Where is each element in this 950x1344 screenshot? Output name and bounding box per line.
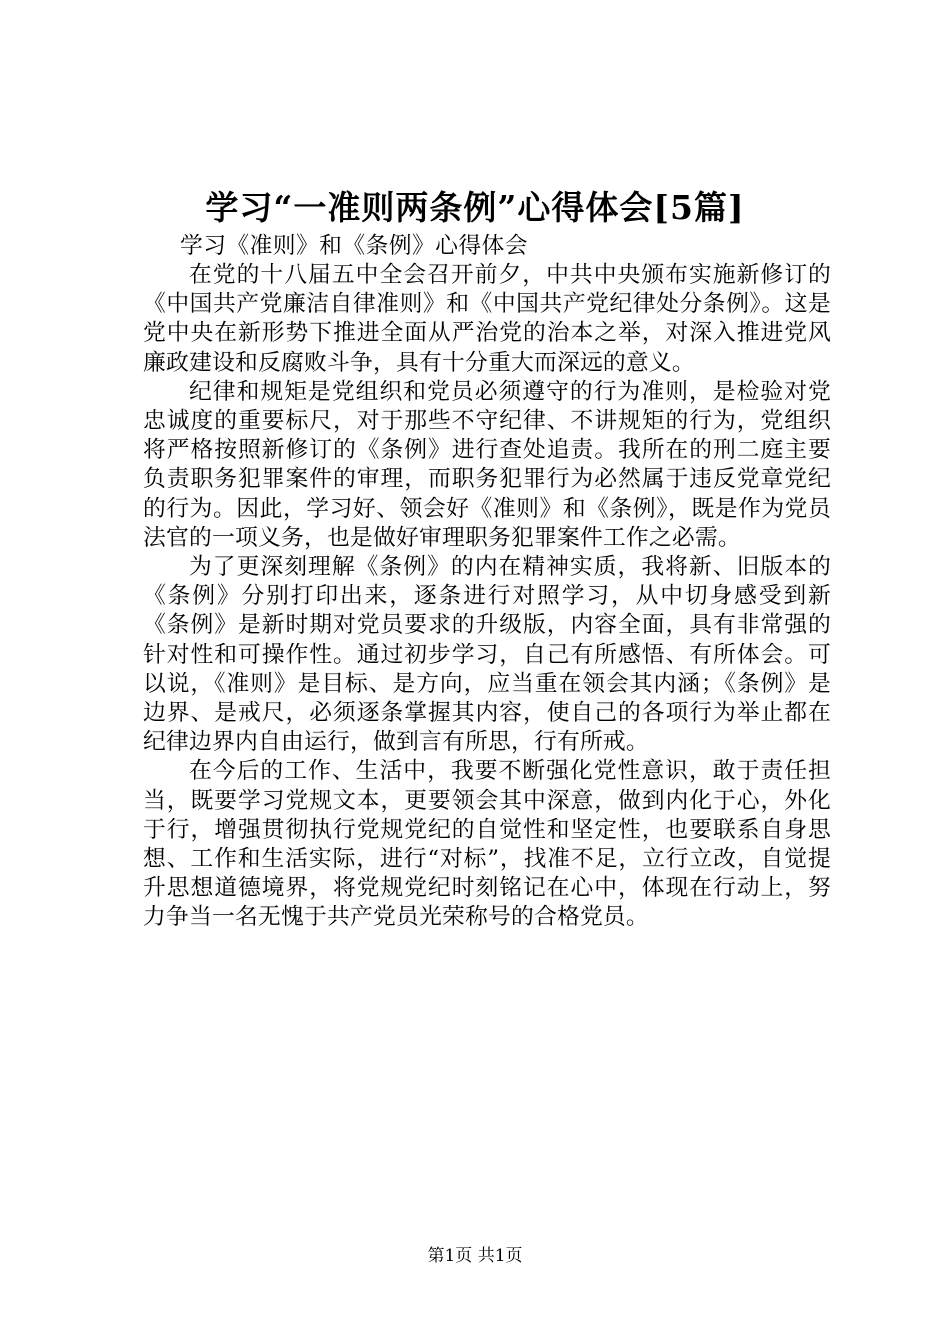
- paragraph-1: 在党的十八届五中全会召开前夕，中共中央颁布实施新修订的《中国共产党廉洁自律准则》和《中国共产党纪律处分条例》。这是党中央在新形势下推进全面从严治党的治本之举，对深入推进党风廉政建设和反腐败斗争，具有十分重大而深远的意义。: [143, 262, 831, 376]
- paragraph-2: 纪律和规矩是党组织和党员必须遵守的行为准则，是检验对党忠诚度的重要标尺，对于那些不守纪律、不讲规矩的行为，党组织将严格按照新修订的《条例》进行查处追责。我所在的刑二庭主要负责职务犯罪案件的审理，而职务犯罪行为必然属于违反党章党纪的行为。因此，学习好、领会好《准则》和《条例》，既是作为党员法官的一项义务，也是做好审理职务犯罪案件工作之必需。: [143, 378, 831, 551]
- document-subtitle: 学习《准则》和《条例》心得体会: [180, 233, 528, 259]
- paragraph-4: 在今后的工作、生活中，我要不断强化党性意识，敢于责任担当，既要学习党规文本，更要领会其中深意，做到内化于心，外化于行，增强贯彻执行党规党纪的自觉性和坚定性，也要联系自身思想、工作和生活实际，进行“对标”，找准不足，立行立改，自觉提升思想道德境界，将党规党纪时刻铭记在心中，体现在行动上，努力争当一名无愧于共产党员光荣称号的合格党员。: [143, 758, 831, 931]
- page-footer: 第1页 共1页: [427, 1246, 523, 1266]
- document-body: [143, 232, 831, 933]
- document-title: 学习“一准则两条例”心得体会[5篇]: [205, 188, 745, 227]
- paragraph-3: 为了更深刻理解《条例》的内在精神实质，我将新、旧版本的《条例》分别打印出来，逐条进行对照学习，从中切身感受到新《条例》是新时期对党员要求的升级版，内容全面，具有非常强的针对性和可操作性。通过初步学习，自己有所感悟、有所体会。可以说，《准则》是目标、是方向，应当重在领会其内涵；《条例》是边界、是戒尺，必须逐条掌握其内容，使自己的各项行为举止都在纪律边界内自由运行，做到言有所思，行有所戒。: [143, 554, 831, 756]
